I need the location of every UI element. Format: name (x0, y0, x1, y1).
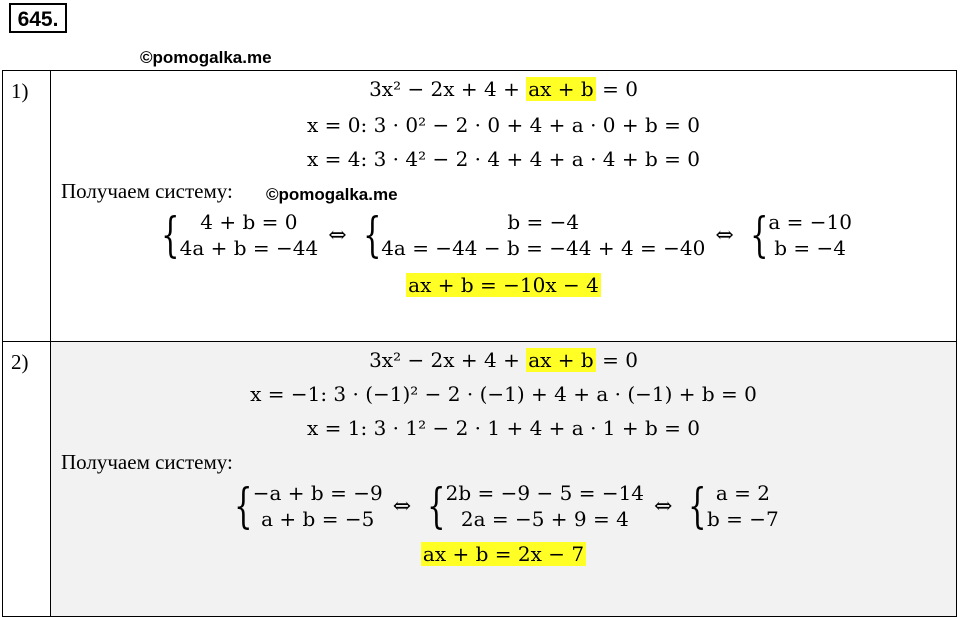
system-caption: Получаем систему: (61, 450, 233, 474)
system-c: { a = 2 b = −7 (688, 478, 779, 534)
substitution-line-2: x = 4: 3 · 4² − 2 · 4 + 4 + a · 4 + b = 0 (307, 147, 700, 171)
answer-highlight: ax + b = −10x − 4 (408, 273, 599, 297)
system-b: { 2b = −9 − 5 = −14 2a = −5 + 9 = 4 (427, 478, 645, 534)
part-body-2 (51, 342, 957, 617)
equivalence-icon: ⇔ (392, 493, 412, 519)
highlighted-expression: ax + b (528, 348, 594, 372)
solution-table (2, 70, 957, 617)
equivalence-icon: ⇔ (715, 222, 734, 248)
main-equation: 3x² − 2x + 4 + ax + b = 0 (369, 348, 638, 372)
highlighted-expression: ax + b (528, 77, 594, 101)
solution-row-2 (3, 342, 957, 617)
equivalence-icon: ⇔ (328, 222, 347, 248)
part-body-1 (51, 71, 957, 342)
answer-line (51, 273, 956, 297)
watermark-mid: ©pomogalka.me (266, 185, 398, 204)
part-label: 1) (3, 71, 51, 342)
system-chain (51, 209, 956, 261)
equivalence-icon: ⇔ (654, 493, 673, 519)
system-a: { −a + b = −9 a + b = −5 (234, 478, 383, 534)
substitution-line-1: x = −1: 3 · (−1)² − 2 · (−1) + 4 + a · (−1) + b = 0 (250, 382, 757, 406)
solution-row-1 (3, 71, 957, 342)
system-c: { a = −10 b = −4 (749, 207, 852, 263)
problem-number: 645. (9, 3, 67, 33)
substitution-line-1: x = 0: 3 · 0² − 2 · 0 + 4 + a · 0 + b = 0 (307, 113, 700, 137)
answer-highlight: ax + b = 2x − 7 (422, 542, 585, 566)
part-label: 2) (3, 342, 51, 617)
answer-line (51, 542, 956, 566)
system-caption: Получаем систему: (61, 179, 233, 203)
watermark-top: ©pomogalka.me (140, 48, 272, 67)
system-b: { b = −4 4a = −44 − b = −44 + 4 = −40 (362, 207, 706, 263)
system-a: { 4 + b = 0 4a + b = −44 (161, 207, 319, 263)
system-chain (51, 480, 956, 532)
substitution-line-2: x = 1: 3 · 1² − 2 · 1 + 4 + a · 1 + b = 0 (307, 416, 700, 440)
main-equation: 3x² − 2x + 4 + ax + b = 0 (369, 77, 638, 101)
